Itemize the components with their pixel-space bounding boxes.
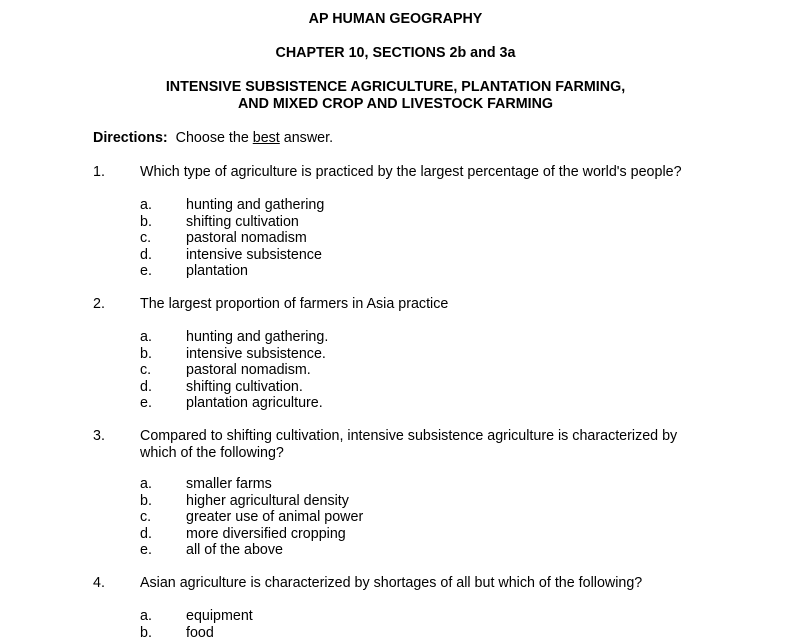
option[interactable] (0, 214, 791, 231)
option[interactable] (0, 542, 791, 559)
option-letter: a. (140, 608, 152, 625)
option-letter: a. (140, 197, 152, 214)
directions (93, 130, 333, 147)
question-1-options (0, 197, 791, 280)
question-number: 4. (93, 575, 105, 592)
option-text: all of the above (186, 542, 283, 559)
option-text: plantation (186, 263, 248, 280)
option-text: higher agricultural density (186, 493, 349, 510)
question-number: 3. (93, 428, 105, 445)
option-letter: d. (140, 526, 152, 543)
course-title: AP HUMAN GEOGRAPHY (0, 11, 791, 28)
question-text: Compared to shifting cultivation, intensive subsistence agriculture is characterized by which of the following? (140, 428, 700, 461)
question-number: 1. (93, 164, 105, 181)
option-text: smaller farms (186, 476, 272, 493)
option-letter: e. (140, 395, 152, 412)
chapter-title: CHAPTER 10, SECTIONS 2b and 3a (0, 45, 791, 62)
option-text: hunting and gathering (186, 197, 324, 214)
option-letter: e. (140, 263, 152, 280)
option[interactable] (0, 625, 791, 641)
option[interactable] (0, 476, 791, 493)
topic-title-line-1: INTENSIVE SUBSISTENCE AGRICULTURE, PLANTATION FARMING, (0, 79, 791, 96)
option[interactable] (0, 197, 791, 214)
question-text: Asian agriculture is characterized by shortages of all but which of the following? (140, 575, 700, 592)
directions-text-before: Choose the (176, 130, 249, 146)
option-letter: b. (140, 214, 152, 231)
option[interactable] (0, 509, 791, 526)
option-text: pastoral nomadism. (186, 362, 311, 379)
option-letter: c. (140, 230, 151, 247)
option[interactable] (0, 526, 791, 543)
option[interactable] (0, 395, 791, 412)
option[interactable] (0, 379, 791, 396)
option-text: equipment (186, 608, 253, 625)
option-letter: c. (140, 362, 151, 379)
directions-text-after: answer. (284, 130, 333, 146)
option-letter: c. (140, 509, 151, 526)
option[interactable] (0, 329, 791, 346)
option[interactable] (0, 608, 791, 625)
question-2-options (0, 329, 791, 412)
option[interactable] (0, 247, 791, 264)
option-letter: a. (140, 476, 152, 493)
option-letter: d. (140, 379, 152, 396)
question-3-options (0, 476, 791, 559)
question-text: Which type of agriculture is practiced by the largest percentage of the world's people? (140, 164, 700, 181)
topic-title-line-2: AND MIXED CROP AND LIVESTOCK FARMING (0, 96, 791, 113)
option-text: hunting and gathering. (186, 329, 328, 346)
option[interactable] (0, 493, 791, 510)
option-letter: b. (140, 493, 152, 510)
option-letter: a. (140, 329, 152, 346)
directions-label: Directions: (93, 130, 168, 146)
option-text: shifting cultivation (186, 214, 299, 231)
option[interactable] (0, 346, 791, 363)
question-4-options (0, 608, 791, 641)
option-text: plantation agriculture. (186, 395, 323, 412)
option-text: intensive subsistence. (186, 346, 326, 363)
question-text: The largest proportion of farmers in Asia practice (140, 296, 700, 313)
option-letter: b. (140, 346, 152, 363)
option-text: intensive subsistence (186, 247, 322, 264)
question-number: 2. (93, 296, 105, 313)
option-letter: e. (140, 542, 152, 559)
option[interactable] (0, 230, 791, 247)
option-text: shifting cultivation. (186, 379, 303, 396)
option-text: food (186, 625, 214, 641)
option[interactable] (0, 263, 791, 280)
option-text: more diversified cropping (186, 526, 346, 543)
option[interactable] (0, 362, 791, 379)
option-text: pastoral nomadism (186, 230, 307, 247)
option-text: greater use of animal power (186, 509, 363, 526)
option-letter: d. (140, 247, 152, 264)
option-letter: b. (140, 625, 152, 641)
directions-emphasis: best (253, 130, 280, 146)
